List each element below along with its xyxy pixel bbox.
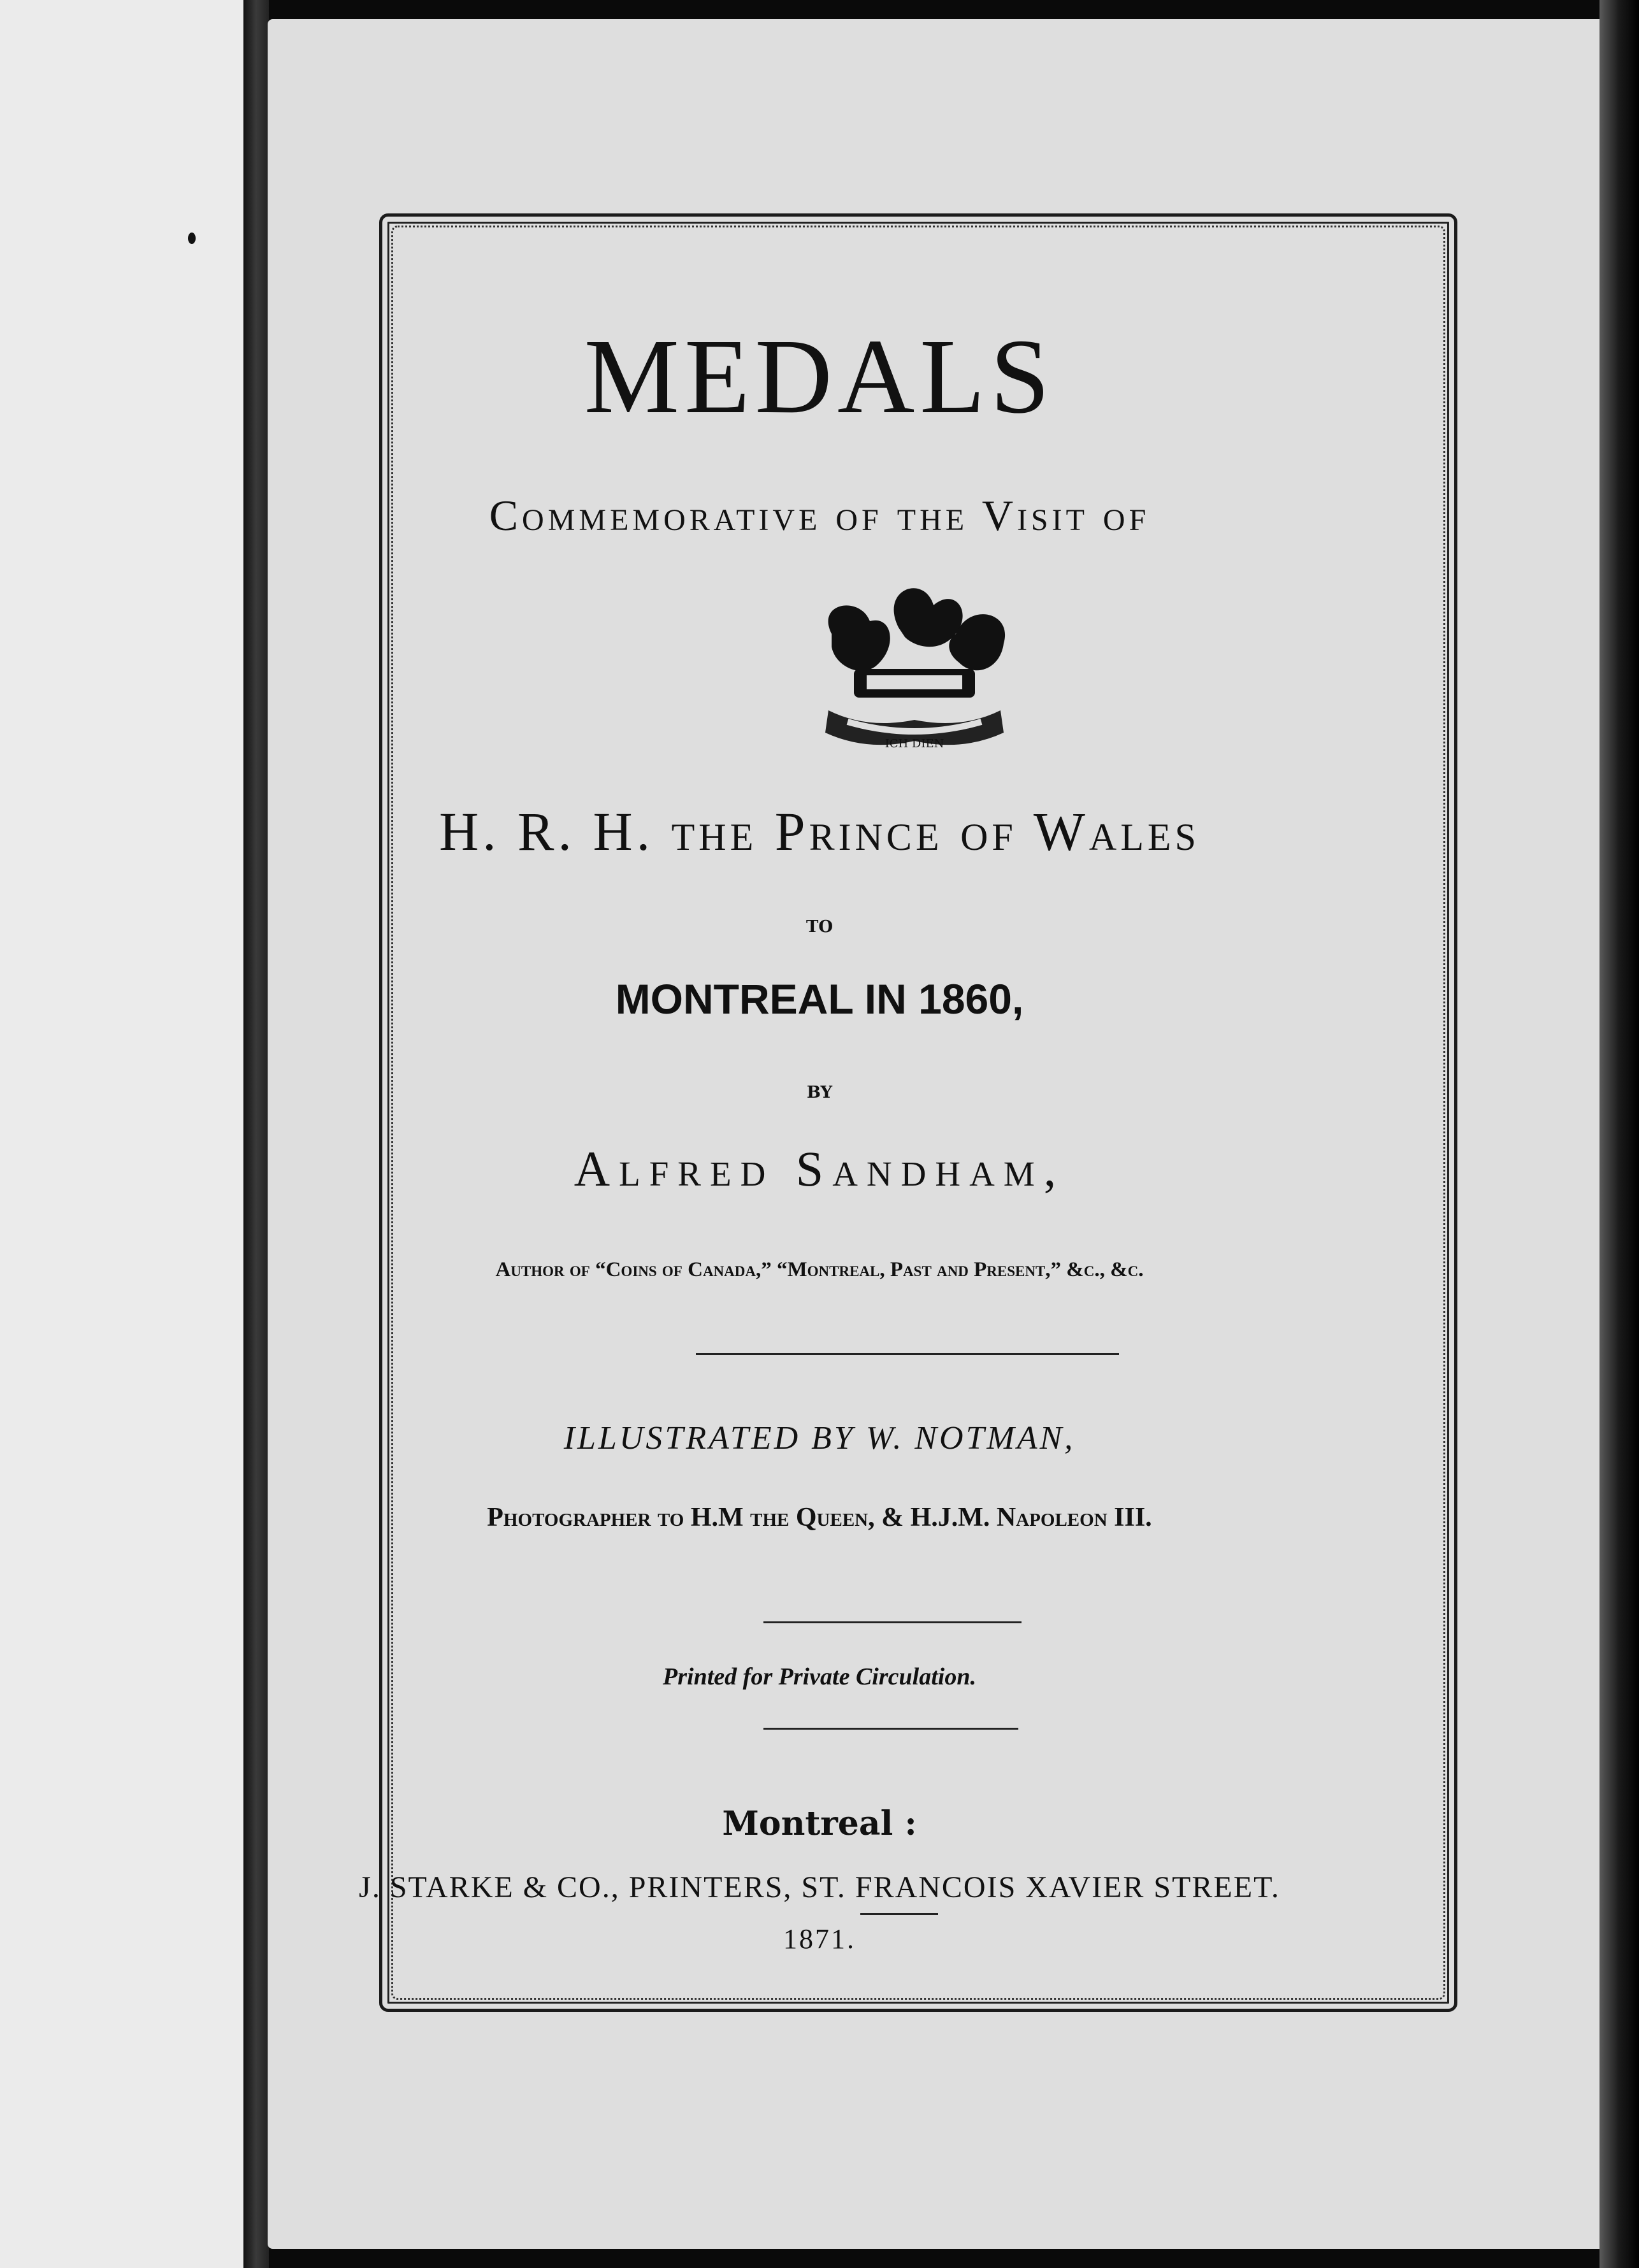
author-credits: Author of “Coins of Canada,” “Montreal, Past and Present,” &c., &c.	[495, 1258, 1144, 1281]
subtitle: Commemorative of the Visit of	[489, 491, 1150, 540]
page-title: MEDALS	[584, 317, 1055, 436]
author-name: Alfred Sandham,	[574, 1141, 1065, 1196]
private-circulation-note: Printed for Private Circulation.	[663, 1663, 976, 1690]
divider	[763, 1621, 1022, 1623]
decorative-border	[379, 213, 1457, 2012]
crest-motto: ICH DIEN	[884, 737, 944, 750]
to-label: TO	[806, 917, 833, 937]
divider	[763, 1728, 1018, 1730]
publication-year: 1871.	[783, 1923, 856, 1955]
prince-of-wales-feathers-icon	[809, 577, 1020, 758]
city: Montreal :	[722, 1804, 917, 1843]
place-year: MONTREAL IN 1860,	[615, 975, 1024, 1023]
illustrator-line: ILLUSTRATED BY W. NOTMAN,	[563, 1420, 1076, 1456]
divider	[860, 1913, 938, 1915]
printer-imprint: J. STARKE & CO., PRINTERS, ST. FRANCOIS XAVIER STREET.	[359, 1870, 1280, 1904]
by-label: BY	[806, 1083, 833, 1102]
divider	[696, 1353, 1119, 1355]
honoree: H. R. H. the Prince of Wales	[439, 801, 1200, 862]
photographer-line: Photographer to H.M the Queen, & H.J.M. Napoleon III.	[487, 1503, 1152, 1532]
ink-spot	[188, 233, 196, 244]
